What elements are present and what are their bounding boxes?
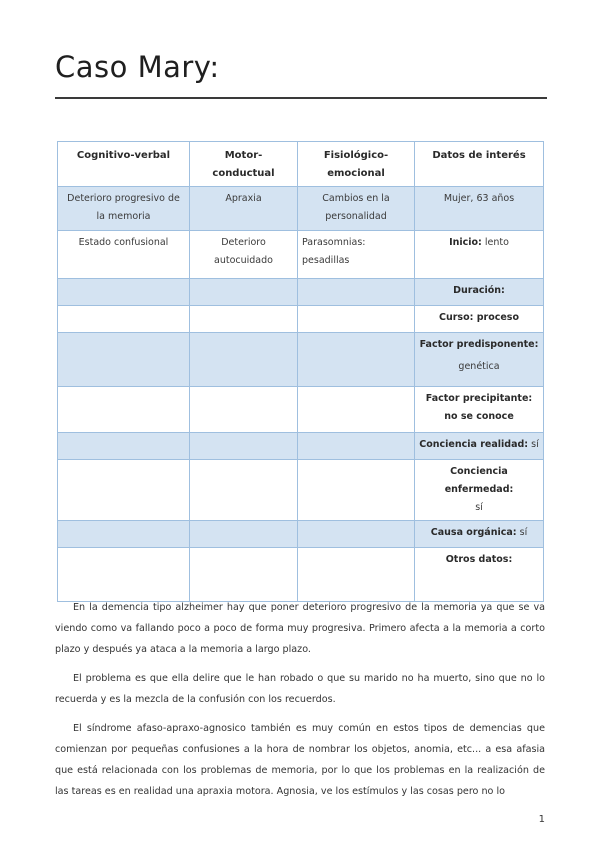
- paragraph: El síndrome afaso-apraxo-agnosico también es muy común en estos tipos de demencias que comienzan por pequeñas confusiones a la hora de nombrar los objetos, anomia, etc... a esa afasia que está relacionada con los problemas de memoria, por lo que los problemas en la realización de las tareas es en realidad una apraxia motora. Agnosia, ve los estímulos y las cosas pero no lo: [55, 723, 545, 797]
- cell-cognitivo: [58, 333, 190, 387]
- cell-cognitivo: Estado confusional: [58, 231, 190, 279]
- page-number: 1: [538, 814, 545, 825]
- page-title: Caso Mary:: [55, 50, 220, 84]
- header-datos-de-interes: Datos de interés: [415, 142, 544, 187]
- cell-cognitivo: [58, 521, 190, 548]
- cell-motor: [190, 433, 298, 460]
- datos-label: Conciencia realidad:: [419, 439, 529, 450]
- cell-datos: [415, 387, 544, 433]
- cell-fisiologico: [298, 460, 415, 521]
- cell-motor: [190, 548, 298, 602]
- datos-value: sí: [516, 527, 528, 538]
- cell-cognitivo: Deterioro progresivo de la memoria: [58, 187, 190, 231]
- cell-datos: [415, 521, 544, 548]
- cell-cognitivo: [58, 387, 190, 433]
- cell-motor: Apraxia: [190, 187, 298, 231]
- title-underline: [55, 97, 547, 99]
- datos-label: Causa orgánica:: [430, 527, 517, 538]
- cell-datos: [415, 433, 544, 460]
- header-fisiologico-emocional: Fisiológico-emocional: [298, 142, 415, 187]
- table-row: [58, 433, 544, 460]
- datos-label: Factor predisponente:: [419, 339, 539, 350]
- cell-datos: [415, 231, 544, 279]
- cell-motor: [190, 306, 298, 333]
- datos-value: sí: [528, 439, 539, 450]
- table-row: [58, 279, 544, 306]
- datos-label: Otros datos:: [445, 554, 513, 565]
- datos-label: Inicio:: [449, 237, 482, 248]
- body-text: [55, 597, 545, 810]
- cell-fisiologico: [298, 279, 415, 306]
- table-row: [58, 306, 544, 333]
- cell-datos: [415, 187, 544, 231]
- cell-fisiologico: [298, 333, 415, 387]
- paragraph: En la demencia tipo alzheimer hay que poner deterioro progresivo de la memoria ya que se va viendo como va fallando poco a poco de forma muy progresiva. Primero afecta a la memoria a corto plazo y después ya ataca a la memoria a largo plazo.: [55, 602, 545, 655]
- table-row: [58, 231, 544, 279]
- cell-cognitivo: [58, 460, 190, 521]
- datos-label: Curso: proceso: [439, 312, 519, 323]
- cell-motor: [190, 333, 298, 387]
- cell-cognitivo: [58, 548, 190, 602]
- datos-value: sí: [475, 502, 483, 513]
- table-row: [58, 460, 544, 521]
- paragraph: El problema es que ella delire que le han robado o que su marido no ha muerto, sino que no lo recuerda y es la mezcla de la confusión con los recuerdos.: [55, 673, 545, 705]
- table-row: [58, 187, 544, 231]
- cell-fisiologico: [298, 521, 415, 548]
- cell-motor: [190, 279, 298, 306]
- table-row: [58, 387, 544, 433]
- cell-fisiologico: Parasomnias: pesadillas: [298, 231, 415, 279]
- cell-motor: [190, 521, 298, 548]
- cell-fisiologico: [298, 433, 415, 460]
- cell-datos: [415, 548, 544, 602]
- cell-cognitivo: [58, 306, 190, 333]
- datos-value: lento: [481, 237, 509, 248]
- cell-datos: [415, 333, 544, 387]
- table-header-row: [58, 142, 544, 187]
- datos-value: genética: [458, 361, 500, 372]
- cell-datos: [415, 306, 544, 333]
- cell-motor: [190, 460, 298, 521]
- cell-fisiologico: Cambios en la personalidad: [298, 187, 415, 231]
- cell-fisiologico: [298, 306, 415, 333]
- datos-label: Duración:: [453, 285, 505, 296]
- cell-datos: [415, 279, 544, 306]
- datos-label: Factor precipitante: no se conoce: [425, 393, 533, 422]
- header-motor-conductual: Motor-conductual: [190, 142, 298, 187]
- case-table: [57, 141, 544, 602]
- table-row: [58, 521, 544, 548]
- cell-motor: [190, 387, 298, 433]
- table-row: [58, 333, 544, 387]
- cell-cognitivo: [58, 279, 190, 306]
- cell-fisiologico: [298, 548, 415, 602]
- cell-datos: [415, 460, 544, 521]
- datos-label: Conciencia enfermedad:: [444, 466, 514, 495]
- cell-cognitivo: [58, 433, 190, 460]
- datos-value: Mujer, 63 años: [443, 193, 515, 204]
- cell-motor: Deterioro autocuidado: [190, 231, 298, 279]
- cell-fisiologico: [298, 387, 415, 433]
- table-row: [58, 548, 544, 602]
- header-cognitivo-verbal: Cognitivo-verbal: [58, 142, 190, 187]
